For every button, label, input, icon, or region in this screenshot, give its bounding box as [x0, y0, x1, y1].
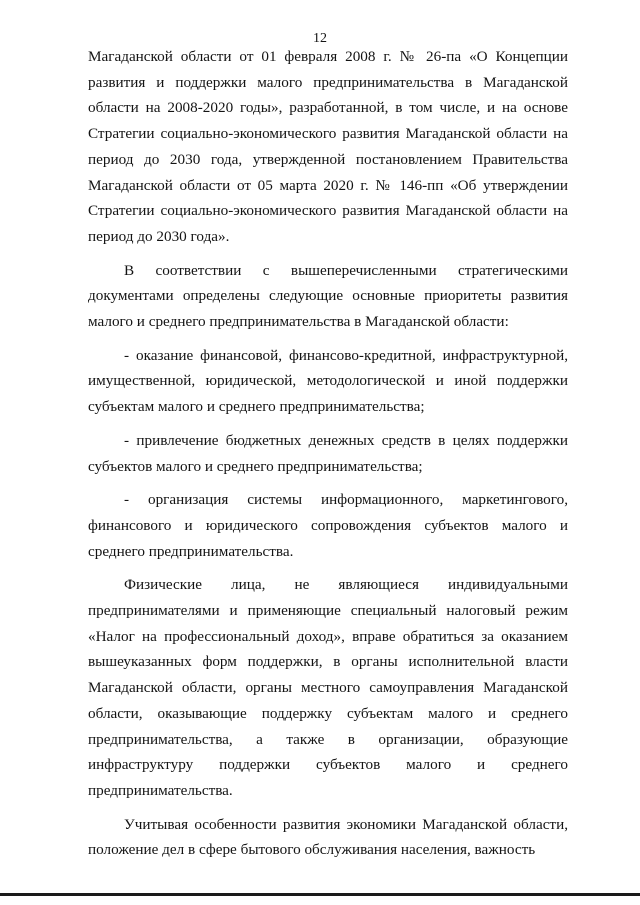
list-item-support-provision: - оказание финансовой, финансово-кредитной, инфраструктурной, имущественной, юридической, методологической и иной поддержки субъектам малого и среднего предпринимательства;: [88, 346, 568, 416]
paragraph-decree-reference: Магаданской области от 01 февраля 2008 г. № 26-па «О Концепции развития и поддержки малого предпринимательства в Магаданской области на 2008-2020 годы», разработанной, в том числе, и на основе Стратегии социально-экономического развития Магаданской области на период до 2030 года, утвержденной постановлением Правительства Магаданской области от 05 марта 2020 г. № 146-пп «Об утверждении Стратегии социально-экономического развития Магаданской области на период до 2030 года».: [88, 48, 568, 245]
paragraph-priorities-intro: В соответствии с вышеперечисленными стратегическими документами определены следующие основные приоритеты развития малого и среднего предпринимательства в Магаданской области:: [88, 261, 568, 331]
paragraph-self-employed: Физические лица, не являющиеся индивидуальными предпринимателями и применяющие специальный налоговый режим «Налог на профессиональный доход», вправе обратиться за оказанием вышеуказанных форм поддержки, в органы исполнительной власти Магаданской области, органы местного самоуправления Магаданской области, оказывающие поддержку субъектам малого и среднего предпринимательства, а также в организации, образующие инфраструктуру поддержки субъектов малого и среднего предпринимательства.: [88, 576, 568, 799]
list-item-budget-funds: - привлечение бюджетных денежных средств в целях поддержки субъектов малого и среднего предпринимательства;: [88, 431, 568, 475]
page-number: 12: [313, 31, 327, 46]
paragraph-economy-features: Учитывая особенности развития экономики Магаданской области, положение дел в сфере бытового обслуживания населения, важность: [88, 815, 568, 859]
bottom-scan-line: [0, 893, 640, 896]
document-body: [88, 44, 568, 863]
list-item-support-system: - организация системы информационного, маркетингового, финансового и юридического сопровождения субъектов малого и среднего предпринимательства.: [88, 491, 568, 560]
